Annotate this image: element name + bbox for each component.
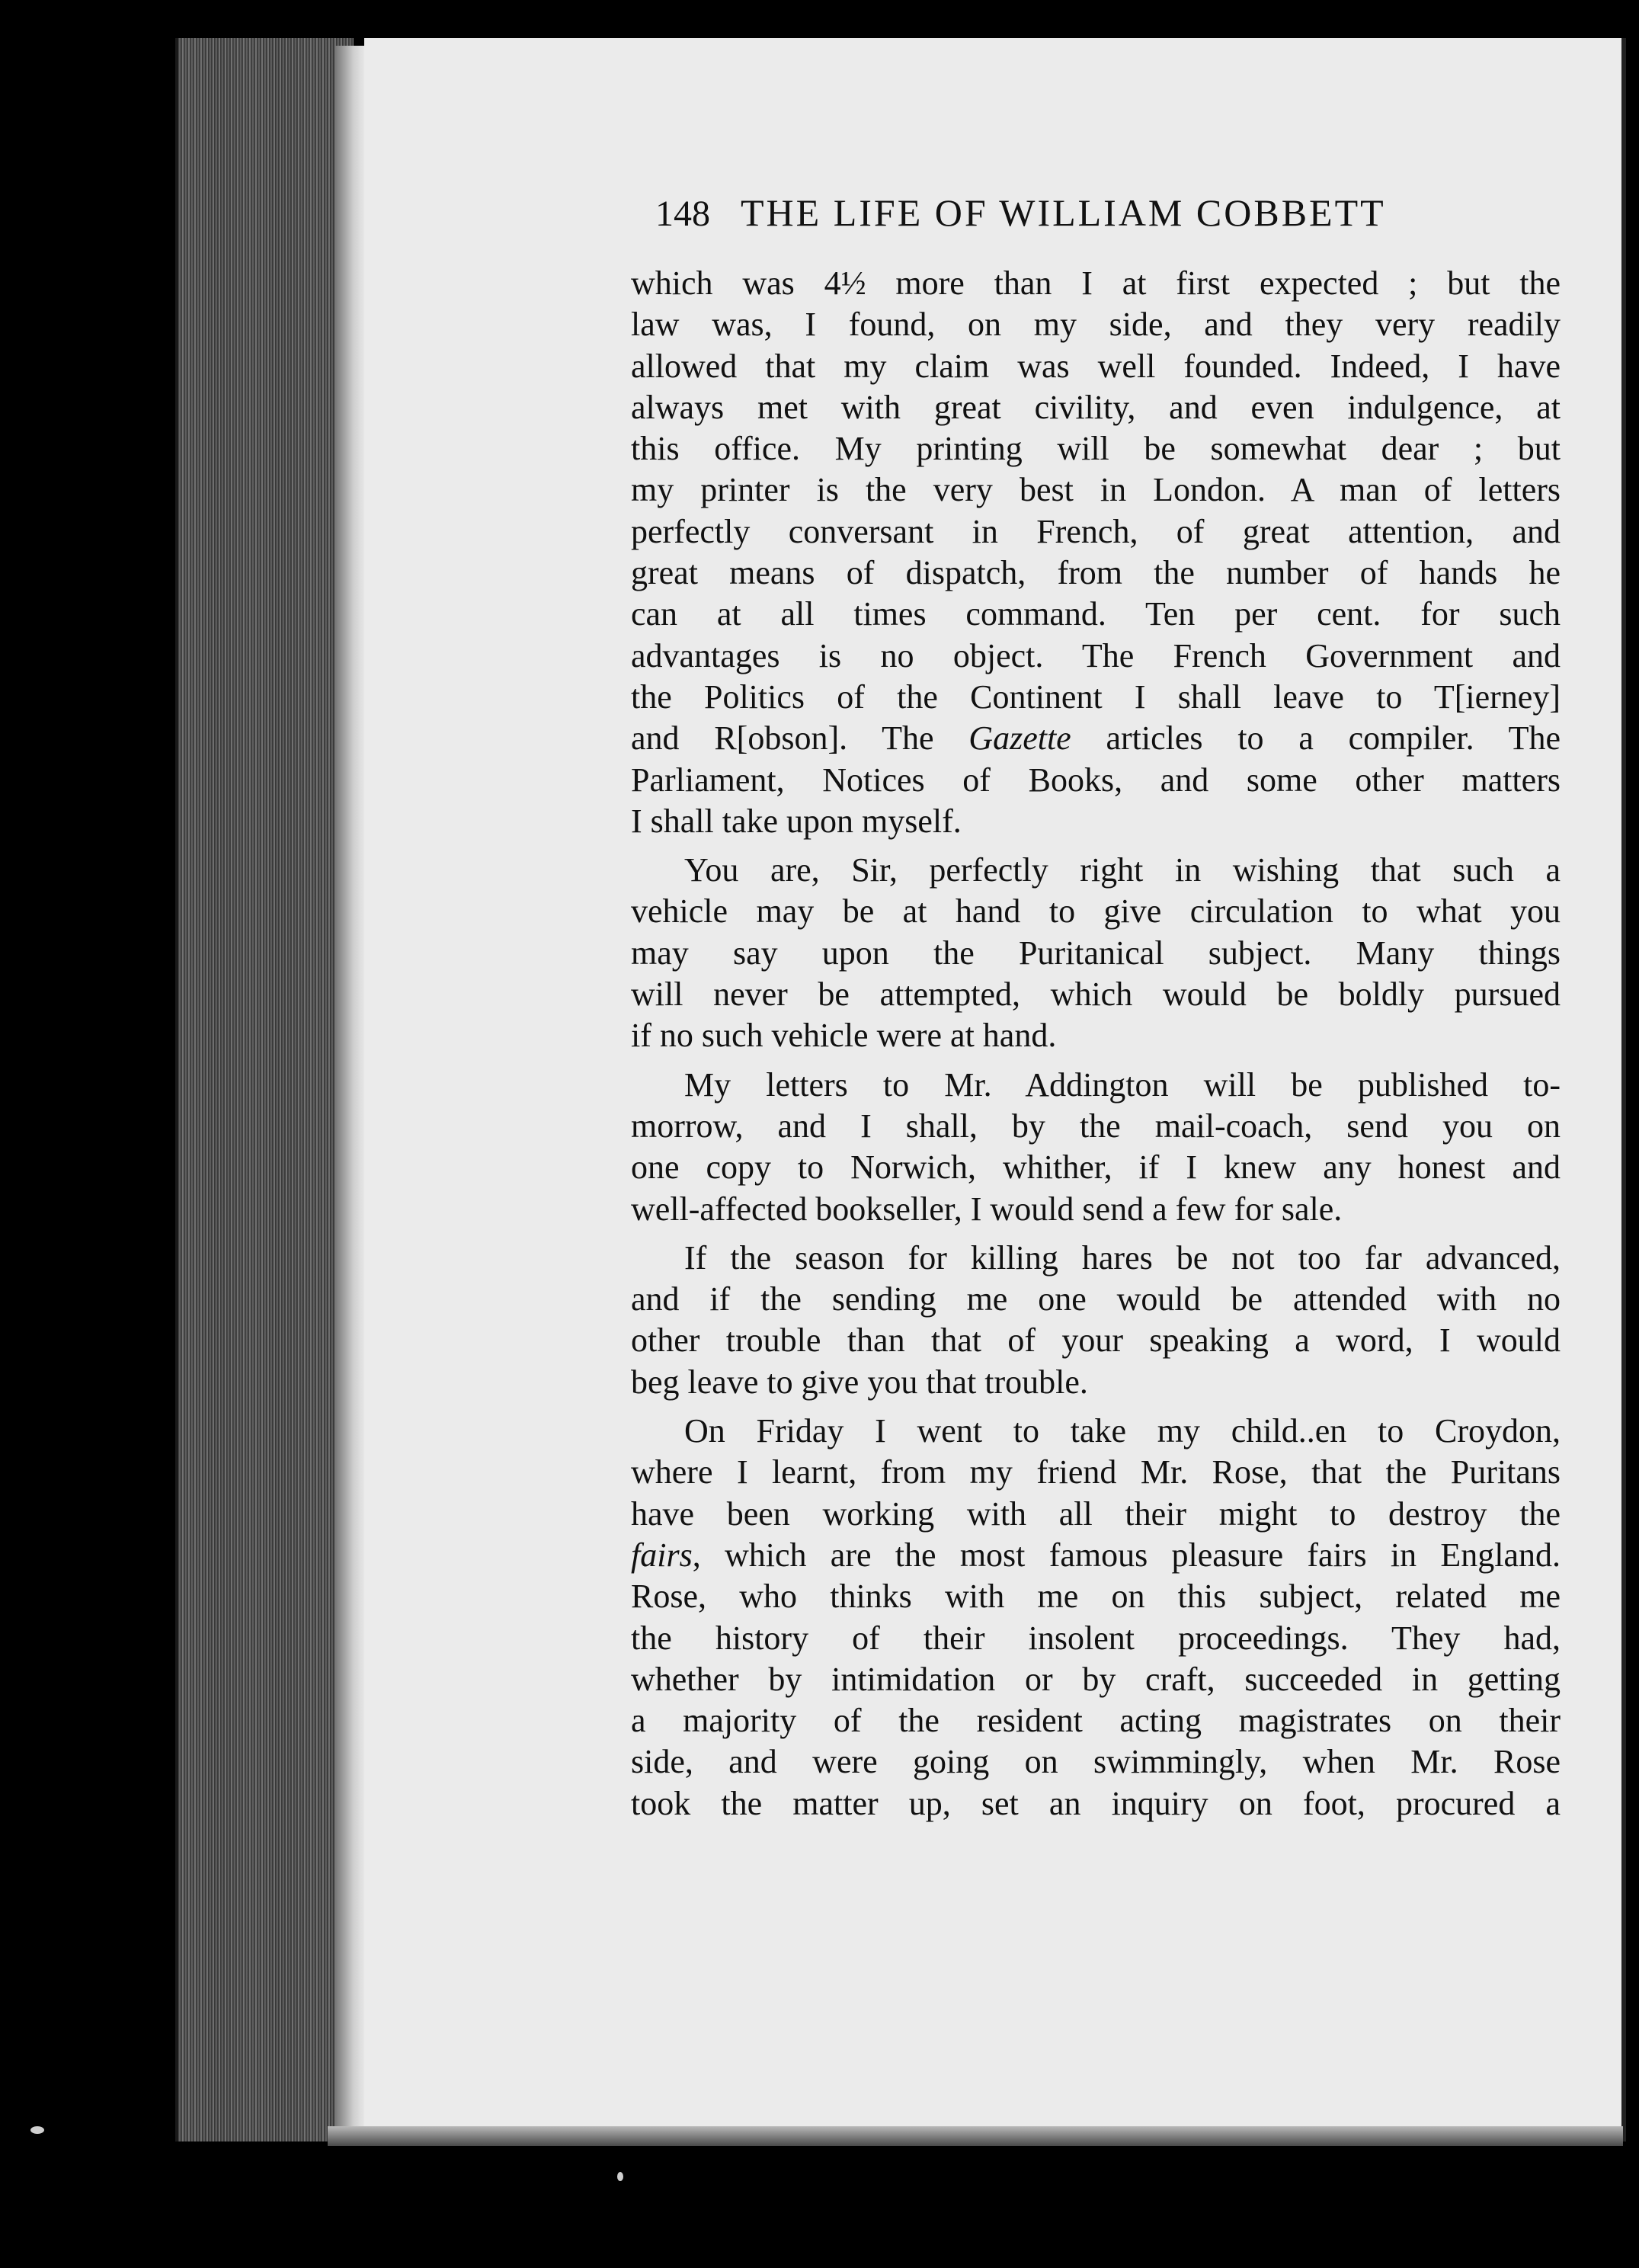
- text-line: On Friday I went to take my child..en to Croydon,: [684, 1412, 1561, 1450]
- scan-speck: [617, 2172, 623, 2181]
- text-line: morrow, and I shall, by the mail-coach, send you on: [631, 1107, 1561, 1145]
- text-line: other trouble than that of your speaking a word, I would: [631, 1321, 1561, 1360]
- text-line: whether by intimidation or by craft, succeeded in getting: [631, 1660, 1561, 1698]
- book-page-edges: [175, 38, 354, 2141]
- text-line: My letters to Mr. Addington will be published to-: [684, 1065, 1561, 1104]
- text-line: beg leave to give you that trouble.: [631, 1363, 1088, 1401]
- text-line: Parliament, Notices of Books, and some other matters: [631, 761, 1561, 799]
- italic-word: fairs: [631, 1536, 693, 1574]
- running-head: [655, 191, 1532, 251]
- text-line: which was 4½ more than I at first expected ; but the: [631, 264, 1561, 302]
- text-line: a majority of the resident acting magistrates on their: [631, 1702, 1561, 1740]
- text-line: advantages is no object. The French Government and: [631, 636, 1561, 674]
- text-line: will never be attempted, which would be boldly pursued: [631, 975, 1561, 1014]
- body-text: [631, 263, 1561, 1824]
- text-line: side, and were going on swimmingly, when Mr. Rose: [631, 1743, 1561, 1781]
- text-line: this office. My printing will be somewhat dear ; but: [631, 430, 1561, 468]
- text-line: well-affected bookseller, I would send a few for sale.: [631, 1190, 1343, 1228]
- text-line: took the matter up, set an inquiry on foot, procured a: [631, 1784, 1561, 1822]
- text-line: If the season for killing hares be not too far advanced,: [684, 1238, 1561, 1277]
- text-line: where I learnt, from my friend Mr. Rose, that the Puritans: [631, 1453, 1561, 1491]
- page-bottom-edge: [328, 2126, 1623, 2146]
- text-line: and if the sending me one would be attended with no: [631, 1280, 1561, 1318]
- text-line: always met with great civility, and even indulgence, at: [631, 388, 1561, 426]
- text-line: great means of dispatch, from the number of hands he: [631, 554, 1561, 592]
- text-line: the history of their insolent proceedings. They had,: [631, 1619, 1561, 1657]
- text-line: if no such vehicle were at hand.: [631, 1017, 1057, 1055]
- book-title: THE LIFE OF WILLIAM COBBETT: [741, 191, 1386, 234]
- text-line: fairs, which are the most famous pleasure fairs in England.: [631, 1536, 1561, 1574]
- text-line: Rose, who thinks with me on this subject, related me: [631, 1578, 1561, 1616]
- text-line: one copy to Norwich, whither, if I knew any honest and: [631, 1148, 1561, 1187]
- scan-speck: [30, 2126, 44, 2134]
- text-line: can at all times command. Ten per cent. for such: [631, 595, 1561, 633]
- text-line: You are, Sir, perfectly right in wishing that such a: [684, 851, 1561, 889]
- text-line: I shall take upon myself.: [631, 802, 962, 840]
- text-line: vehicle may be at hand to give circulation to what you: [631, 892, 1561, 931]
- italic-word: Gazette: [968, 719, 1071, 758]
- text-line: and R[obson]. The Gazette articles to a compiler. The: [631, 719, 1561, 758]
- text-line: perfectly conversant in French, of great attention, and: [631, 512, 1561, 550]
- page-number: 148: [655, 194, 710, 234]
- text-line: the Politics of the Continent I shall leave to T[ierney]: [631, 678, 1561, 716]
- text-line: have been working with all their might to destroy the: [631, 1494, 1561, 1533]
- text-line: may say upon the Puritanical subject. Many things: [631, 934, 1561, 972]
- page-gutter: [335, 46, 366, 2134]
- text-line: law was, I found, on my side, and they very readily: [631, 306, 1561, 344]
- text-line: allowed that my claim was well founded. Indeed, I have: [631, 347, 1561, 385]
- text-line: my printer is the very best in London. A man of letters: [631, 471, 1561, 509]
